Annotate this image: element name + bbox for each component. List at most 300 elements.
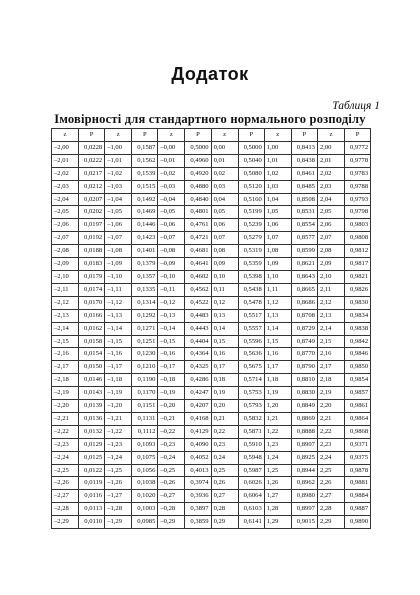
z-value-cell: 1,21 [264,412,291,425]
probability-cell: 0,0136 [79,412,105,425]
probability-cell: 0,5239 [238,219,264,232]
z-value-cell: 2,23 [317,438,344,451]
probability-cell: 0,5120 [238,180,264,193]
probability-cell: 0,4404 [185,335,211,348]
probability-cell: 0,0116 [79,490,105,503]
z-value-cell: –2,09 [52,258,79,271]
probability-cell: 0,4325 [185,361,211,374]
probability-cell: 0,9864 [344,412,370,425]
z-value-cell: 0,08 [211,245,238,258]
z-value-cell: –2,13 [52,309,79,322]
z-value-cell: 0,16 [211,348,238,361]
z-value-cell: 0,00 [211,141,238,154]
probability-cell: 0,0113 [79,503,105,516]
probability-cell: 0,0985 [132,516,158,529]
z-value-cell: 1,13 [264,309,291,322]
probability-cell: 0,9375 [344,451,370,464]
probability-cell: 0,0197 [79,219,105,232]
probability-cell: 0,9778 [344,154,370,167]
z-value-cell: 1,25 [264,464,291,477]
probability-cell: 0,8665 [291,283,317,296]
appendix-heading: Додаток [171,64,249,84]
header-z: z [105,129,132,142]
probability-cell: 0,8485 [291,180,317,193]
table-row [52,206,371,219]
probability-cell: 0,5398 [238,270,264,283]
z-value-cell: –1,23 [105,438,132,451]
probability-cell: 0,1112 [132,425,158,438]
probability-cell: 0,0146 [79,374,105,387]
z-value-cell: –0,26 [158,477,185,490]
z-value-cell: –1,03 [105,180,132,193]
probability-cell: 0,9826 [344,283,370,296]
z-value-cell: 2,08 [317,245,344,258]
probability-cell: 0,8708 [291,309,317,322]
header-p: P [132,129,158,142]
header-z: z [52,129,79,142]
probability-cell: 0,1314 [132,296,158,309]
z-value-cell: 0,13 [211,309,238,322]
z-value-cell: 2,18 [317,374,344,387]
z-value-cell: –2,05 [52,206,79,219]
probability-cell: 0,5948 [238,451,264,464]
z-value-cell: 2,04 [317,193,344,206]
probability-cell: 0,0183 [79,258,105,271]
probability-cell: 0,9808 [344,232,370,245]
z-value-cell: 0,18 [211,374,238,387]
probability-cell: 0,0125 [79,451,105,464]
probability-cell: 0,0150 [79,361,105,374]
z-value-cell: –1,07 [105,232,132,245]
probability-cell: 0,9850 [344,361,370,374]
probability-cell: 0,9887 [344,503,370,516]
probability-cell: 0,0202 [79,206,105,219]
z-value-cell: –0,13 [158,309,185,322]
z-value-cell: 2,09 [317,258,344,271]
probability-cell: 0,8770 [291,348,317,361]
z-value-cell: 2,03 [317,180,344,193]
z-value-cell: –0,19 [158,387,185,400]
z-value-cell: 2,28 [317,503,344,516]
z-value-cell: –1,17 [105,361,132,374]
table-row [52,400,371,413]
header-p: P [185,129,211,142]
probability-cell: 0,5987 [238,464,264,477]
probability-cell: 0,9788 [344,180,370,193]
probability-cell: 0,1401 [132,245,158,258]
z-value-cell: 2,26 [317,477,344,490]
probability-cell: 0,8925 [291,451,317,464]
probability-cell: 0,9890 [344,516,370,529]
probability-cell: 0,5636 [238,348,264,361]
probability-cell: 0,4840 [185,193,211,206]
probability-cell: 0,0122 [79,464,105,477]
z-value-cell: 0,12 [211,296,238,309]
z-value-cell: 2,06 [317,219,344,232]
probability-cell: 0,4090 [185,438,211,451]
probability-cell: 0,1271 [132,322,158,335]
header-p: P [238,129,264,142]
probability-cell: 0,5080 [238,167,264,180]
z-value-cell: –0,17 [158,361,185,374]
probability-cell: 0,4247 [185,387,211,400]
probability-cell: 0,3859 [185,516,211,529]
probability-cell: 0,9371 [344,438,370,451]
probability-cell: 0,9798 [344,206,370,219]
z-value-cell: 1,27 [264,490,291,503]
z-value-cell: 1,14 [264,322,291,335]
z-value-cell: 1,05 [264,206,291,219]
z-value-cell: 0,20 [211,400,238,413]
z-value-cell: 2,25 [317,464,344,477]
z-value-cell: 2,12 [317,296,344,309]
z-value-cell: 1,08 [264,245,291,258]
probability-cell: 0,4052 [185,451,211,464]
z-value-cell: –0,25 [158,464,185,477]
z-value-cell: 1,04 [264,193,291,206]
z-value-cell: 2,24 [317,451,344,464]
probability-cell: 0,4364 [185,348,211,361]
probability-cell: 0,4721 [185,232,211,245]
z-value-cell: 2,11 [317,283,344,296]
z-value-cell: 2,29 [317,516,344,529]
probability-cell: 0,1056 [132,464,158,477]
probability-cell: 0,8869 [291,412,317,425]
z-value-cell: 0,07 [211,232,238,245]
table-row [52,258,371,271]
z-value-cell: –0,08 [158,245,185,258]
probability-cell: 0,8643 [291,270,317,283]
table-row [52,180,371,193]
z-value-cell: 0,26 [211,477,238,490]
probability-cell: 0,9842 [344,335,370,348]
z-value-cell: –1,09 [105,258,132,271]
z-value-cell: –1,29 [105,516,132,529]
z-value-cell: –1,12 [105,296,132,309]
z-value-cell: –2,29 [52,516,79,529]
z-value-cell: –2,02 [52,167,79,180]
z-value-cell: 0,02 [211,167,238,180]
probability-cell: 0,8554 [291,219,317,232]
z-value-cell: 0,21 [211,412,238,425]
z-value-cell: –2,04 [52,193,79,206]
z-value-cell: 1,06 [264,219,291,232]
probability-cell: 0,4960 [185,154,211,167]
table-row [52,193,371,206]
z-value-cell: 0,09 [211,258,238,271]
z-value-cell: –0,03 [158,180,185,193]
z-value-cell: –1,28 [105,503,132,516]
probability-cell: 0,5160 [238,193,264,206]
z-value-cell: 0,17 [211,361,238,374]
probability-cell: 0,5000 [238,141,264,154]
z-value-cell: 0,27 [211,490,238,503]
z-value-cell: –2,06 [52,219,79,232]
probability-cell: 0,3936 [185,490,211,503]
table-title: Імовірності для стандартного нормального розподілу [54,112,366,126]
z-value-cell: 1,20 [264,400,291,413]
probability-cell: 0,0110 [79,516,105,529]
probability-cell: 0,5793 [238,400,264,413]
probability-cell: 0,1038 [132,477,158,490]
z-value-cell: 0,25 [211,464,238,477]
table-row [52,503,371,516]
table-row [52,154,371,167]
z-value-cell: 2,16 [317,348,344,361]
z-value-cell: –1,22 [105,425,132,438]
probability-cell: 0,4483 [185,309,211,322]
probability-cell: 0,0222 [79,154,105,167]
probability-cell: 0,8577 [291,232,317,245]
probability-cell: 0,9854 [344,374,370,387]
z-value-cell: –2,20 [52,400,79,413]
z-value-cell: 0,28 [211,503,238,516]
probability-cell: 0,1562 [132,154,158,167]
z-value-cell: 1,09 [264,258,291,271]
table-row [52,348,371,361]
z-value-cell: 0,10 [211,270,238,283]
probability-cell: 0,0166 [79,309,105,322]
z-value-cell: 2,10 [317,270,344,283]
z-value-cell: 0,04 [211,193,238,206]
probability-cell: 0,4761 [185,219,211,232]
probability-cell: 0,8599 [291,245,317,258]
table-row [52,283,371,296]
probability-cell: 0,0170 [79,296,105,309]
probability-cell: 0,0192 [79,232,105,245]
probability-cell: 0,0129 [79,438,105,451]
probability-cell: 0,5714 [238,374,264,387]
z-value-cell: 1,24 [264,451,291,464]
z-value-cell: –0,18 [158,374,185,387]
probability-cell: 0,5675 [238,361,264,374]
z-value-cell: 2,02 [317,167,344,180]
probability-cell: 0,1170 [132,387,158,400]
probability-cell: 0,5279 [238,232,264,245]
z-value-cell: 2,21 [317,412,344,425]
probability-cell: 0,9803 [344,219,370,232]
z-value-cell: –0,16 [158,348,185,361]
table-row [52,425,371,438]
probability-cell: 0,8849 [291,400,317,413]
probability-cell: 0,8531 [291,206,317,219]
z-value-cell: 1,00 [264,141,291,154]
table-row [52,451,371,464]
probability-cell: 0,9846 [344,348,370,361]
probability-cell: 0,4641 [185,258,211,271]
probability-cell: 0,4286 [185,374,211,387]
z-value-cell: 1,02 [264,167,291,180]
header-z: z [211,129,238,142]
table-row [52,412,371,425]
probability-cell: 0,9812 [344,245,370,258]
z-value-cell: 2,20 [317,400,344,413]
z-value-cell: 2,27 [317,490,344,503]
probability-cell: 0,5000 [185,141,211,154]
z-value-cell: –1,11 [105,283,132,296]
z-value-cell: –1,08 [105,245,132,258]
z-value-cell: 0,06 [211,219,238,232]
z-value-cell: 2,19 [317,387,344,400]
z-value-cell: –1,26 [105,477,132,490]
table-row [52,309,371,322]
z-value-cell: 0,01 [211,154,238,167]
z-value-cell: –1,21 [105,412,132,425]
header-p: P [79,129,105,142]
z-value-cell: 1,29 [264,516,291,529]
probability-cell: 0,8980 [291,490,317,503]
probability-cell: 0,4129 [185,425,211,438]
table-row [52,374,371,387]
z-value-cell: –2,24 [52,451,79,464]
probability-cell: 0,0119 [79,477,105,490]
z-value-cell: –2,14 [52,322,79,335]
probability-cell: 0,0228 [79,141,105,154]
probability-cell: 0,9838 [344,322,370,335]
probability-cell: 0,6064 [238,490,264,503]
z-value-cell: 0,23 [211,438,238,451]
probability-table [51,128,371,529]
probability-cell: 0,9830 [344,296,370,309]
z-value-cell: 1,22 [264,425,291,438]
probability-cell: 0,9817 [344,258,370,271]
table-row [52,464,371,477]
table-row [52,141,371,154]
z-value-cell: –0,29 [158,516,185,529]
z-value-cell: –2,12 [52,296,79,309]
z-value-cell: 1,19 [264,387,291,400]
z-value-cell: –1,13 [105,309,132,322]
z-value-cell: 2,22 [317,425,344,438]
z-value-cell: 0,24 [211,451,238,464]
table-body [52,141,371,528]
probability-cell: 0,8944 [291,464,317,477]
probability-cell: 0,8810 [291,374,317,387]
z-value-cell: –0,28 [158,503,185,516]
z-value-cell: 1,07 [264,232,291,245]
z-value-cell: –1,00 [105,141,132,154]
z-value-cell: 0,29 [211,516,238,529]
probability-cell: 0,9772 [344,141,370,154]
z-value-cell: 0,03 [211,180,238,193]
z-value-cell: –1,24 [105,451,132,464]
probability-cell: 0,8438 [291,154,317,167]
z-value-cell: 0,14 [211,322,238,335]
probability-cell: 0,1515 [132,180,158,193]
z-value-cell: –0,24 [158,451,185,464]
probability-cell: 0,8461 [291,167,317,180]
probability-cell: 0,4168 [185,412,211,425]
z-value-cell: –1,05 [105,206,132,219]
z-value-cell: –2,16 [52,348,79,361]
z-value-cell: –2,23 [52,438,79,451]
probability-cell: 0,1492 [132,193,158,206]
z-value-cell: –0,14 [158,322,185,335]
z-value-cell: 2,05 [317,206,344,219]
z-value-cell: 2,15 [317,335,344,348]
probability-cell: 0,3897 [185,503,211,516]
z-value-cell: –2,21 [52,412,79,425]
probability-cell: 0,4013 [185,464,211,477]
z-value-cell: –0,21 [158,412,185,425]
z-value-cell: 1,28 [264,503,291,516]
probability-cell: 0,8888 [291,425,317,438]
z-value-cell: 2,14 [317,322,344,335]
probability-cell: 0,9821 [344,270,370,283]
z-value-cell: –1,19 [105,387,132,400]
z-value-cell: –0,10 [158,270,185,283]
z-value-cell: –1,04 [105,193,132,206]
z-value-cell: –2,07 [52,232,79,245]
probability-cell: 0,0154 [79,348,105,361]
probability-cell: 0,9878 [344,464,370,477]
z-value-cell: –2,26 [52,477,79,490]
probability-cell: 0,1003 [132,503,158,516]
probability-cell: 0,1469 [132,206,158,219]
probability-cell: 0,0139 [79,400,105,413]
table-row [52,167,371,180]
z-value-cell: 2,17 [317,361,344,374]
probability-cell: 0,8962 [291,477,317,490]
probability-cell: 0,8621 [291,258,317,271]
header-z: z [158,129,185,142]
z-value-cell: –2,28 [52,503,79,516]
probability-cell: 0,1020 [132,490,158,503]
z-value-cell: –1,20 [105,400,132,413]
probability-cell: 0,4602 [185,270,211,283]
table-row [52,232,371,245]
z-value-cell: –2,19 [52,387,79,400]
probability-cell: 0,8686 [291,296,317,309]
probability-cell: 0,9783 [344,167,370,180]
table-header-row [52,129,371,142]
probability-cell: 0,3974 [185,477,211,490]
z-value-cell: –1,06 [105,219,132,232]
probability-cell: 0,1190 [132,374,158,387]
probability-cell: 0,8413 [291,141,317,154]
table-row [52,361,371,374]
z-value-cell: –2,11 [52,283,79,296]
probability-cell: 0,6141 [238,516,264,529]
table-row [52,245,371,258]
z-value-cell: –2,03 [52,180,79,193]
probability-cell: 0,5478 [238,296,264,309]
probability-cell: 0,4681 [185,245,211,258]
z-value-cell: 1,26 [264,477,291,490]
probability-cell: 0,8997 [291,503,317,516]
probability-cell: 0,4880 [185,180,211,193]
table-row [52,516,371,529]
probability-cell: 0,0207 [79,193,105,206]
probability-cell: 0,1075 [132,451,158,464]
probability-cell: 0,0143 [79,387,105,400]
table-row [52,296,371,309]
z-value-cell: 0,05 [211,206,238,219]
z-value-cell: –1,15 [105,335,132,348]
z-value-cell: 1,23 [264,438,291,451]
probability-cell: 0,5753 [238,387,264,400]
z-value-cell: 1,03 [264,180,291,193]
probability-cell: 0,1131 [132,412,158,425]
probability-cell: 0,1423 [132,232,158,245]
header-z: z [264,129,291,142]
probability-cell: 0,1446 [132,219,158,232]
probability-cell: 0,4801 [185,206,211,219]
probability-cell: 0,0162 [79,322,105,335]
z-value-cell: 0,15 [211,335,238,348]
probability-table-container [51,128,370,529]
z-value-cell: –2,27 [52,490,79,503]
